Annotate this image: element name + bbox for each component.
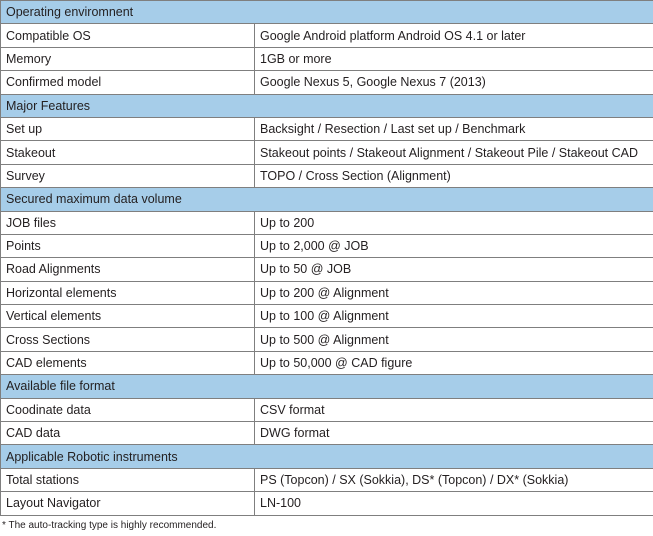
spec-label: Compatible OS [1,24,255,47]
spec-row [1,141,653,164]
section-title: Operating enviromnent [1,1,653,24]
spec-label: Memory [1,47,255,70]
spec-value: Backsight / Resection / Last set up / Benchmark [255,117,653,140]
footnote: * The auto-tracking type is highly recommended. [2,520,217,531]
spec-label: Cross Sections [1,328,255,351]
spec-label: Vertical elements [1,305,255,328]
spec-label: Road Alignments [1,258,255,281]
spec-value: TOPO / Cross Section (Alignment) [255,164,653,187]
spec-row [1,422,653,445]
spec-row [1,492,653,515]
spec-row [1,351,653,374]
spec-label: Points [1,234,255,257]
spec-row [1,71,653,94]
section-title: Applicable Robotic instruments [1,445,653,468]
spec-label: Layout Navigator [1,492,255,515]
section-header-row [1,94,653,117]
spec-row [1,281,653,304]
spec-value: Stakeout points / Stakeout Alignment / Stakeout Pile / Stakeout CAD [255,141,653,164]
spec-label: CAD data [1,422,255,445]
spec-row [1,328,653,351]
spec-value: Google Android platform Android OS 4.1 or later [255,24,653,47]
spec-row [1,258,653,281]
section-header-row [1,445,653,468]
spec-label: JOB files [1,211,255,234]
spec-value: Up to 500 @ Alignment [255,328,653,351]
spec-row [1,211,653,234]
spec-row [1,117,653,140]
spec-label: Stakeout [1,141,255,164]
spec-row [1,164,653,187]
spec-value: Up to 200 @ Alignment [255,281,653,304]
section-header-row [1,188,653,211]
spec-value: DWG format [255,422,653,445]
spec-value: Up to 100 @ Alignment [255,305,653,328]
spec-label: Total stations [1,468,255,491]
spec-value: CSV format [255,398,653,421]
spec-label: Coodinate data [1,398,255,421]
spec-row [1,468,653,491]
spec-value: Up to 2,000 @ JOB [255,234,653,257]
section-title: Available file format [1,375,653,398]
spec-label: CAD elements [1,351,255,374]
spec-value: Up to 50 @ JOB [255,258,653,281]
section-title: Secured maximum data volume [1,188,653,211]
spec-row [1,305,653,328]
spec-value: LN-100 [255,492,653,515]
spec-row [1,234,653,257]
spec-value: Google Nexus 5, Google Nexus 7 (2013) [255,71,653,94]
spec-value: PS (Topcon) / SX (Sokkia), DS* (Topcon) / DX* (Sokkia) [255,468,653,491]
spec-label: Survey [1,164,255,187]
spec-label: Horizontal elements [1,281,255,304]
spec-table-body [1,1,653,516]
spec-label: Set up [1,117,255,140]
section-title: Major Features [1,94,653,117]
spec-value: 1GB or more [255,47,653,70]
spec-row [1,47,653,70]
section-header-row [1,375,653,398]
spec-label: Confirmed model [1,71,255,94]
spec-value: Up to 50,000 @ CAD figure [255,351,653,374]
spec-row [1,398,653,421]
spec-value: Up to 200 [255,211,653,234]
spec-row [1,24,653,47]
section-header-row [1,1,653,24]
